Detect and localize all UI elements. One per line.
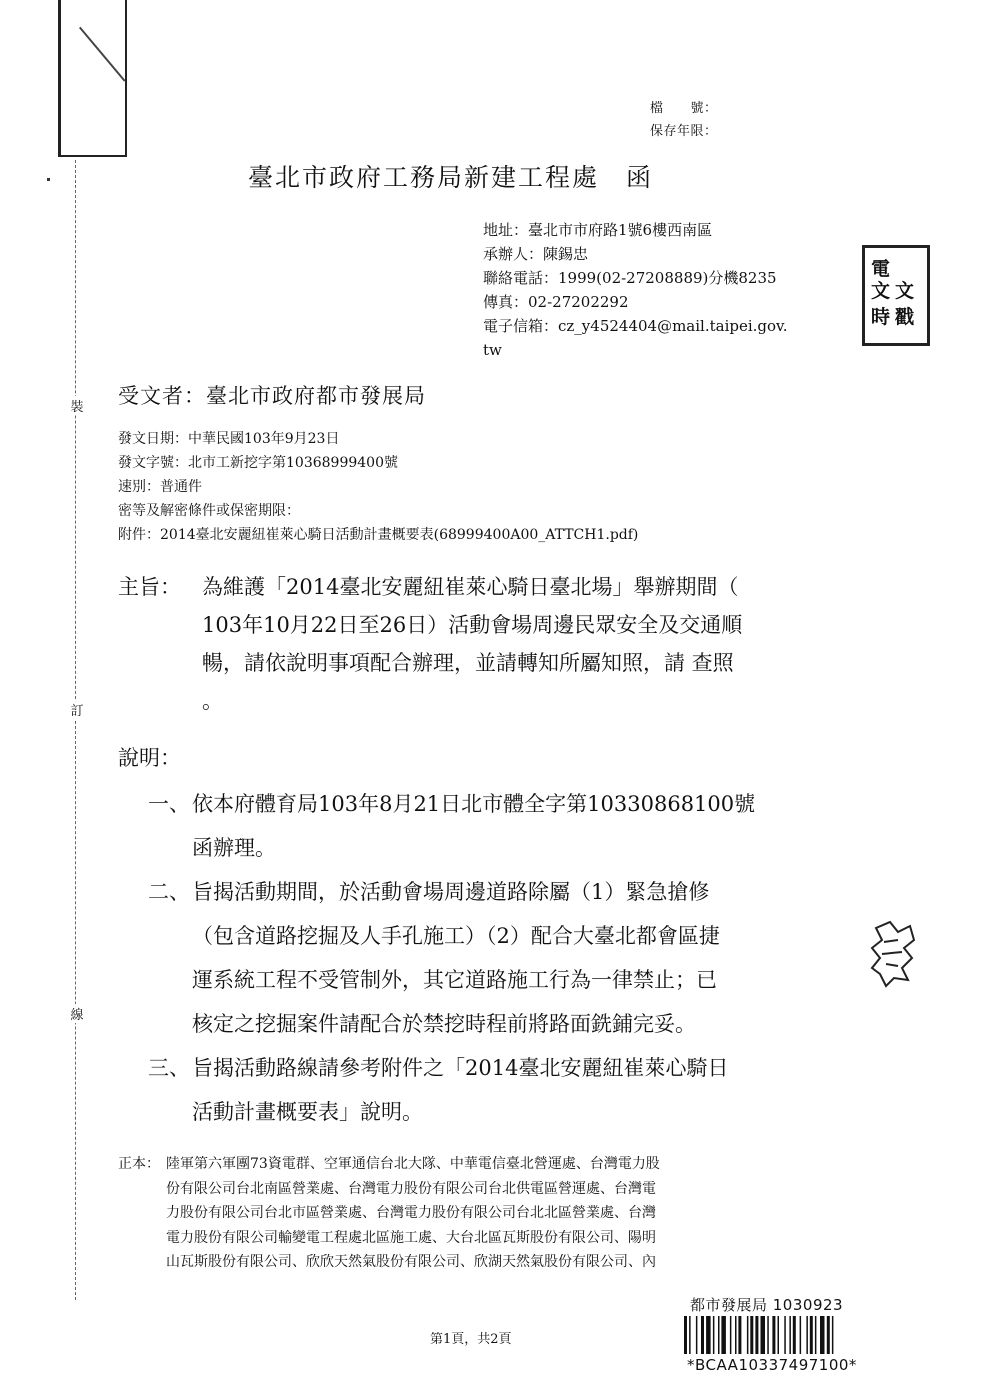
item-line: 函辦理。 xyxy=(192,836,276,860)
item-line: 活動計畫概要表」說明。 xyxy=(192,1100,423,1124)
cc-line: 份有限公司台北南區營業處、台灣電力股份有限公司台北供電區營運處、台灣電 xyxy=(166,1180,656,1197)
cc-line: 電力股份有限公司輸變電工程處北區施工處、大台北區瓦斯股份有限公司、陽明 xyxy=(166,1229,656,1246)
seal-char: 時 xyxy=(871,306,891,328)
file-number-label: 檔 號： xyxy=(650,101,718,116)
seal-char: 文 xyxy=(871,280,891,302)
contact-officer: 承辦人：陳錫忠 xyxy=(483,245,589,263)
attachment: 附件：2014臺北安麗紐崔萊心騎日活動計畫概要表(68999400A00_ATTCH1.pdf) xyxy=(118,527,639,543)
contact-fax: 傳真：02-27202292 xyxy=(483,293,629,311)
contact-address: 地址：臺北市市府路1號6樓西南區 xyxy=(483,221,713,239)
subject-line: 103年10月22日至26日）活動會場周邊民眾安全及交通順 xyxy=(202,613,743,637)
item-number: 一、 xyxy=(148,792,190,816)
receipt-stamp: 都市發展局 1030923 xyxy=(690,1296,844,1314)
subject-line: 。 xyxy=(202,689,223,713)
recipient: 受文者：臺北市政府都市發展局 xyxy=(118,384,426,408)
dispatch-time-seal xyxy=(862,245,930,346)
item-line: 旨揭活動期間，於活動會場周邊道路除屬（1）緊急搶修 xyxy=(192,880,710,904)
barcode-text: *BCAA10337497100* xyxy=(687,1356,857,1374)
binding-mark-ding: 訂 xyxy=(68,700,86,719)
item-number: 二、 xyxy=(148,880,190,904)
secrecy-level: 密等及解密條件或保密期限： xyxy=(118,503,300,519)
delivery-speed: 速別：普通件 xyxy=(118,479,202,495)
subject-label: 主旨： xyxy=(118,575,181,599)
item-line: 依本府體育局103年8月21日北市體全字第10330868100號 xyxy=(192,792,756,816)
cc-line: 陸軍第六軍團73資電群、空軍通信台北大隊、中華電信臺北營運處、台灣電力股 xyxy=(166,1156,660,1172)
seal-char: 文 xyxy=(895,280,915,302)
item-number: 三、 xyxy=(148,1056,190,1080)
document-number: 發文字號：北市工新挖字第10368999400號 xyxy=(118,455,398,471)
explanation-item xyxy=(148,870,848,1046)
margin-dot xyxy=(47,178,50,181)
file-tag-box xyxy=(58,0,127,157)
cc-label: 正本： xyxy=(118,1156,160,1172)
subject-section xyxy=(118,568,858,720)
explanation-label: 說明： xyxy=(118,746,181,770)
retention-label: 保存年限： xyxy=(650,124,718,139)
explanation-item xyxy=(148,782,848,870)
subject-line: 暢，請依說明事項配合辦理，並請轉知所屬知照，請 查照 xyxy=(202,651,734,675)
binding-mark-xian: 線 xyxy=(68,1004,86,1023)
item-line: 運系統工程不受管制外，其它道路施工行為一律禁止；已 xyxy=(192,968,717,992)
item-line: 旨揭活動路線請參考附件之「2014臺北安麗紐崔萊心騎日 xyxy=(192,1056,729,1080)
cc-line: 山瓦斯股份有限公司、欣欣天然氣股份有限公司、欣湖天然氣股份有限公司、內 xyxy=(166,1254,656,1270)
page-number: 第1頁，共2頁 xyxy=(430,1332,512,1347)
contact-phone: 聯絡電話：1999(02-27208889)分機8235 xyxy=(483,269,777,287)
binding-line xyxy=(75,160,76,1300)
issue-date: 發文日期：中華民國103年9月23日 xyxy=(118,431,340,447)
seal-char: 戳 xyxy=(895,306,915,328)
explanation-item xyxy=(148,1046,848,1134)
binding-mark-zhuang: 裝 xyxy=(68,396,86,415)
cc-line: 力股份有限公司台北市區營業處、台灣電力股份有限公司台北北區營業處、台灣 xyxy=(166,1205,656,1221)
subject-line: 為維護「2014臺北安麗紐崔萊心騎日臺北場」舉辦期間（ xyxy=(202,575,739,599)
barcode xyxy=(684,1316,880,1354)
item-line: （包含道路挖掘及人手孔施工）（2）配合大臺北都會區捷 xyxy=(192,924,720,948)
carbon-copy-section xyxy=(118,1152,848,1275)
contact-email: 電子信箱：cz_y4524404@mail.taipei.gov. xyxy=(483,317,788,335)
item-line: 核定之挖掘案件請配合於禁挖時程前將路面銑鋪完妥。 xyxy=(192,1012,696,1036)
document-title: 臺北市政府工務局新建工程處 函 xyxy=(248,163,654,192)
contact-email-continued: tw xyxy=(483,341,502,359)
seal-char: 電 xyxy=(871,258,891,280)
perforation-seal-mark xyxy=(868,918,918,988)
